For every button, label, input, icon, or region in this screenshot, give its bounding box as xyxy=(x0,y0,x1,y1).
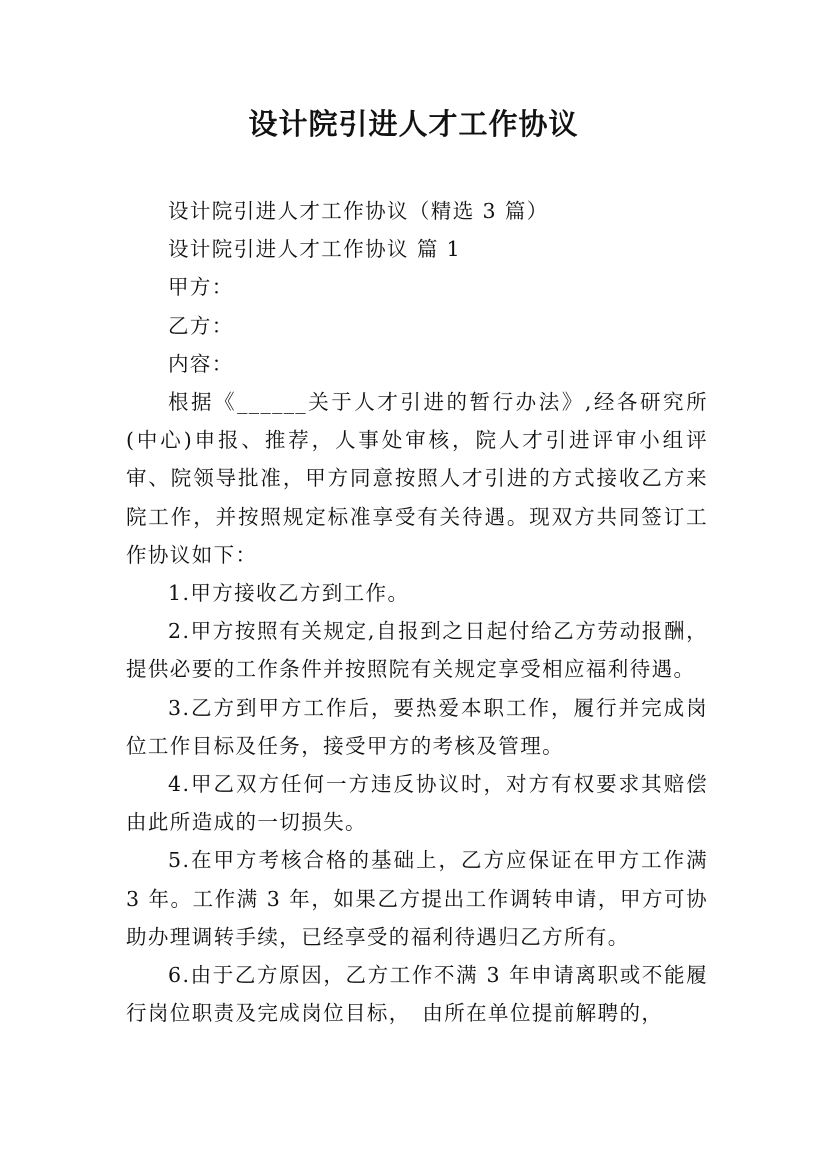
clause-3: 3.乙方到甲方工作后，要热爱本职工作，履行并完成岗位工作目标及任务，接受甲方的考核及管理。 xyxy=(126,695,708,758)
clause-6: 6.由于乙方原因，乙方工作不满 3 年申请离职或不能履行岗位职责及完成岗位目标， 由所在单位提前解聘的， xyxy=(126,963,708,1026)
section-heading: 设计院引进人才工作协议 篇 1 xyxy=(168,237,462,262)
party-b-label: 乙方： xyxy=(168,313,234,338)
intro-paragraph: 根据《______关于人才引进的暂行办法》,经各研究所(中心)申报、推荐，人事处审核，院人才引进评审小组评审、院领导批准，甲方同意按照人才引进的方式接收乙方来院工作，并按照规定标准享受有关待遇。现双方共同签订工作协议如下： xyxy=(126,390,708,567)
clause-1: 1.甲方接收乙方到工作。 xyxy=(168,581,410,606)
party-a-label: 甲方： xyxy=(168,275,234,300)
document-subtitle: 设计院引进人才工作协议（精选 3 篇） xyxy=(168,199,549,223)
document-title: 设计院引进人才工作协议 xyxy=(248,107,579,141)
clause-4: 4.甲乙双方任何一方违反协议时，对方有权要求其赔偿由此所造成的一切损失。 xyxy=(126,772,708,835)
content-label: 内容： xyxy=(168,351,234,376)
clause-2: 2.甲方按照有关规定,自报到之日起付给乙方劳动报酬，提供必要的工作条件并按照院有关规定享受相应福利待遇。 xyxy=(126,619,708,682)
clause-5: 5.在甲方考核合格的基础上，乙方应保证在甲方工作满 3 年。工作满 3 年，如果乙方提出工作调转申请，甲方可协助办理调转手续，已经享受的福利待遇归乙方所有。 xyxy=(126,848,708,949)
document-body xyxy=(126,192,708,1032)
